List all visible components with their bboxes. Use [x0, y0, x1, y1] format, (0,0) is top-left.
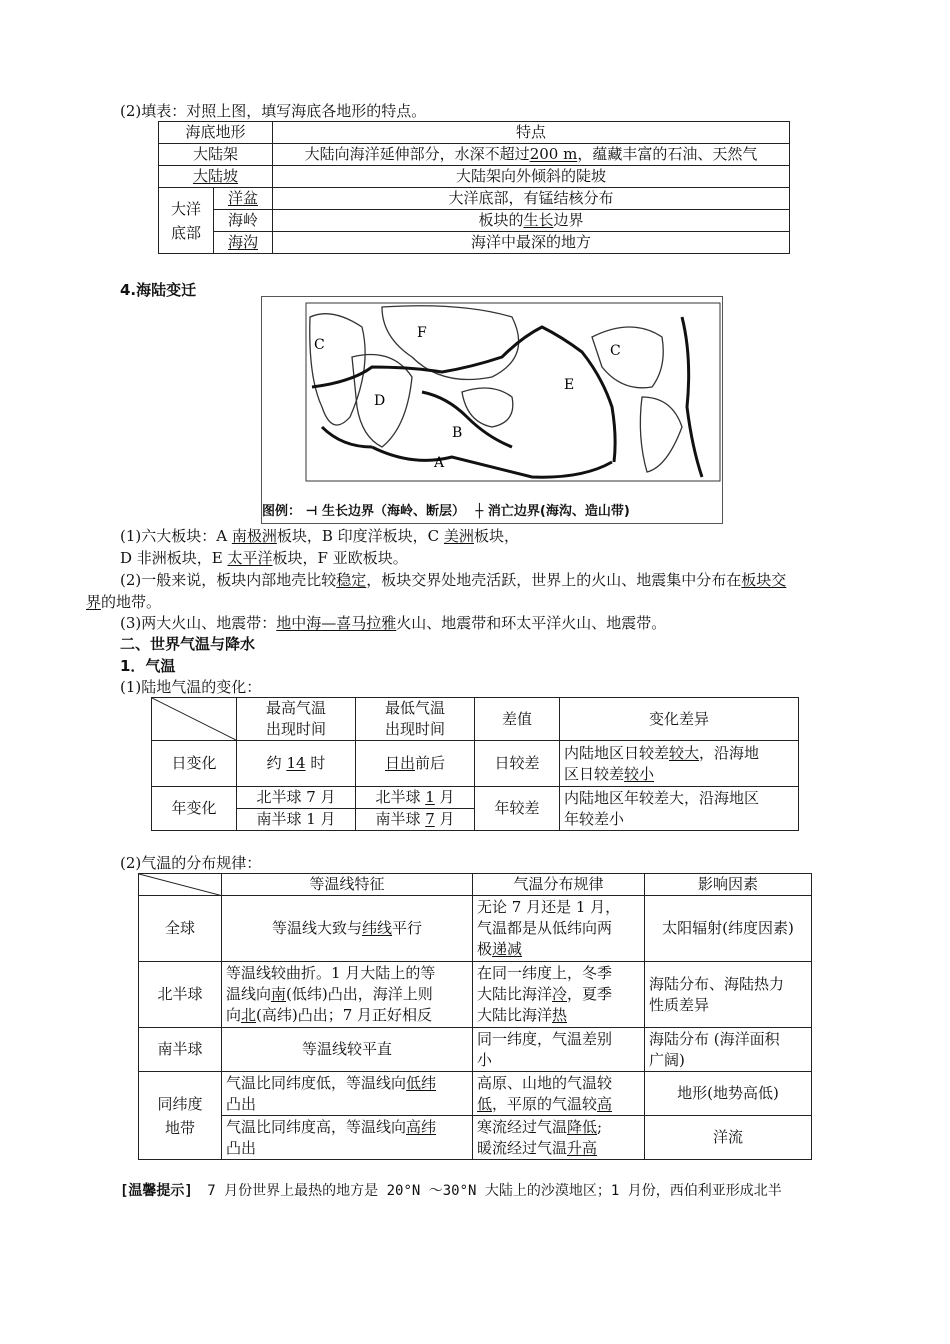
- t1-d-min: 日出前后: [356, 741, 475, 787]
- cell-ridge-desc: 板块的生长边界: [273, 210, 790, 232]
- tip-tag: [温馨提示]: [120, 1183, 193, 1199]
- t2-h-iso: 等温线特征: [222, 874, 473, 896]
- t1-a-var: 内陆地区年较差大，沿海地区 年较差小: [560, 787, 799, 831]
- cell-trench: 海沟: [214, 232, 273, 254]
- t2-same-lat: 同纬度 地带: [139, 1072, 222, 1160]
- t2-global: 全球: [139, 896, 222, 962]
- plates-line-2: D 非洲板块，E 太平洋板块，F 亚欧板块。: [120, 549, 408, 567]
- t2-corner: [139, 874, 222, 896]
- tip-text: 7 月份世界上最热的地方是 20°N ～30°N 大陆上的沙漠地区；1 月份，西伯利亚形成北半: [207, 1183, 782, 1199]
- t2-s-factor: 海陆分布 (海洋面积 广阔): [645, 1028, 812, 1072]
- growth-boundary-icon: ⊣: [305, 504, 318, 519]
- section-2-title: 二、世界气温与降水: [120, 635, 256, 653]
- seafloor-table: [158, 121, 790, 254]
- t1-a-max-n: 北半球 7 月: [237, 787, 356, 809]
- th-feature: 特点: [273, 122, 790, 144]
- t1-d-diff: 日较差: [475, 741, 560, 787]
- t1-annual: 年变化: [152, 787, 237, 831]
- crust-line-2: 界的地带。: [86, 593, 162, 611]
- t1-d-max: 约 14 时: [237, 741, 356, 787]
- t2-n-rule: 在同一纬度上，冬季 大陆比海洋冷，夏季 大陆比海洋热: [473, 962, 645, 1028]
- fill-table-intro: (2)填表：对照上图，填写海底各地形的特点。: [120, 102, 427, 120]
- t1-h-max: 最高气温 出现时间: [237, 698, 356, 741]
- t1-a-max-s: 南半球 1 月: [237, 809, 356, 831]
- warm-tip: [120, 1181, 782, 1202]
- temperature-distribution-table: [138, 873, 812, 1160]
- diagonal-line: [152, 698, 238, 741]
- cell-shelf: 大陆架: [159, 144, 273, 166]
- section-4-title: 4.海陆变迁: [120, 281, 197, 299]
- t2-g-rule: 无论 7 月还是 1 月， 气温都是从低纬向两 极递减: [473, 896, 645, 962]
- t1-corner: [152, 698, 237, 741]
- cell-ocean-floor: 大洋 底部: [159, 188, 214, 254]
- cell-ridge: 海岭: [214, 210, 273, 232]
- plates-line-1: (1)六大板块：A 南极洲板块，B 印度洋板块，C 美洲板块，: [120, 527, 519, 545]
- map-label-c-west: C: [314, 337, 325, 353]
- cell-slope: 大陆坡: [159, 166, 273, 188]
- t2-s-iso: 等温线较平直: [222, 1028, 473, 1072]
- t2-n-iso: 等温线较曲折。1 月大陆上的等 温线向南(低纬)凸出，海洋上则 向北(高纬)凸出；7 月正好相反: [222, 962, 473, 1028]
- cell-shelf-desc: 大陆向海洋延伸部分，水深不超过200 m，蕴藏丰富的石油、天然气: [273, 144, 790, 166]
- t1-a-min-s: 南半球 7 月: [356, 809, 475, 831]
- map-label-e: E: [564, 377, 575, 393]
- t1-h-min: 最低气温 出现时间: [356, 698, 475, 741]
- t2-h-rule: 气温分布规律: [473, 874, 645, 896]
- t2-s-rule: 同一纬度，气温差别 小: [473, 1028, 645, 1072]
- cell-basin: 洋盆: [214, 188, 273, 210]
- t2-g-factor: 太阳辐射(纬度因素): [645, 896, 812, 962]
- diagonal-line: [139, 874, 223, 896]
- t2-sl1-factor: 地形(地势高低): [645, 1072, 812, 1116]
- dist-title: (2)气温的分布规律：: [120, 854, 262, 872]
- t2-n-factor: 海陆分布、海陆热力 性质差异: [645, 962, 812, 1028]
- cell-slope-desc: 大陆架向外倾斜的陡坡: [273, 166, 790, 188]
- map-label-d: D: [374, 393, 386, 409]
- plate-map: [261, 296, 723, 524]
- th-terrain: 海底地形: [159, 122, 273, 144]
- map-label-f: F: [417, 325, 427, 341]
- t2-h-factor: 影响因素: [645, 874, 812, 896]
- t1-daily: 日变化: [152, 741, 237, 787]
- t2-sl1-rule: 高原、山地的气温较 低，平原的气温较高: [473, 1072, 645, 1116]
- t2-g-iso: 等温线大致与纬线平行: [222, 896, 473, 962]
- t1-h-var: 变化差异: [560, 698, 799, 741]
- map-label-a: A: [434, 455, 445, 471]
- t1-a-min-n: 北半球 1 月: [356, 787, 475, 809]
- land-temperature-table: [151, 697, 799, 831]
- t1-d-var: 内陆地区日较差较大，沿海地 区日较差较小: [560, 741, 799, 787]
- plate-map-drawing: [262, 297, 722, 497]
- t2-sl2-iso: 气温比同纬度高，等温线向高纬 凸出: [222, 1116, 473, 1160]
- land-temp-title: (1)陆地气温的变化：: [120, 678, 262, 696]
- belt-line: (3)两大火山、地震带：地中海—喜马拉雅火山、地震带和环太平洋火山、地震带。: [120, 614, 667, 632]
- t2-sl2-factor: 洋流: [645, 1116, 812, 1160]
- t1-a-diff: 年较差: [475, 787, 560, 831]
- map-label-b: B: [452, 425, 463, 441]
- t2-north: 北半球: [139, 962, 222, 1028]
- crust-line-1: (2)一般来说，板块内部地壳比较稳定，板块交界处地壳活跃，世界上的火山、地震集中分布在板块交: [120, 571, 787, 589]
- cell-trench-desc: 海洋中最深的地方: [273, 232, 790, 254]
- map-legend: 图例： ⊣ 生长边界（海岭、断层） ┼ 消亡边界(海沟、造山带): [262, 504, 630, 519]
- temperature-subtitle: 1．气温: [120, 657, 176, 675]
- t2-south: 南半球: [139, 1028, 222, 1072]
- map-label-c-east: C: [610, 343, 621, 359]
- t1-h-diff: 差值: [475, 698, 560, 741]
- cell-basin-desc: 大洋底部，有锰结核分布: [273, 188, 790, 210]
- t2-sl1-iso: 气温比同纬度低，等温线向低纬 凸出: [222, 1072, 473, 1116]
- t2-sl2-rule: 寒流经过气温降低; 暖流经过气温升高: [473, 1116, 645, 1160]
- subduction-boundary-icon: ┼: [475, 504, 484, 519]
